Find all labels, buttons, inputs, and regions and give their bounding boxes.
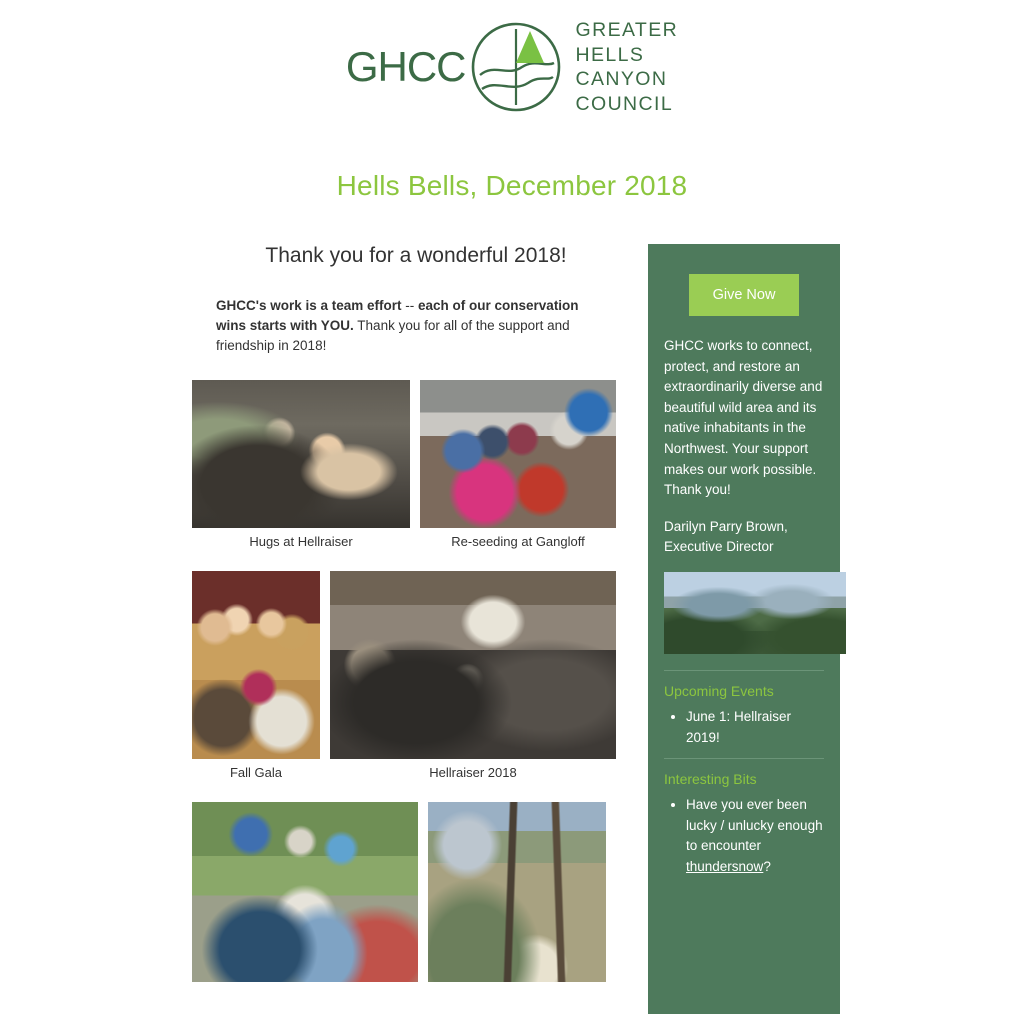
photo-row-3 (192, 802, 640, 982)
upcoming-events-heading: Upcoming Events (664, 682, 774, 699)
signature-title: Executive Director (664, 539, 774, 555)
interesting-bits-list (664, 795, 824, 877)
canyon-landscape-photo[interactable] (664, 572, 846, 654)
sidebar-divider-2 (664, 758, 824, 759)
photo-hugs-at-hellraiser[interactable] (192, 380, 410, 528)
photo-fall-gala[interactable] (192, 571, 320, 759)
logo-wordmark (576, 18, 679, 116)
main-content-column (192, 244, 640, 1014)
intro-plain-1: -- (401, 298, 419, 313)
intro-paragraph (216, 296, 588, 356)
photo-row-2 (192, 571, 640, 759)
logo-word-line-2: HELLS (575, 43, 645, 66)
intro-bold-1: GHCC's work is a team effort (216, 298, 402, 313)
photo-picnic[interactable] (192, 802, 418, 982)
photo-fence-work[interactable] (428, 802, 606, 982)
newsletter-title: Hells Bells, December 2018 (336, 170, 688, 201)
give-now-button[interactable]: Give Now (689, 274, 799, 316)
intro-bold-2: each of our conservation wins starts with YOU. (216, 298, 579, 333)
photo-row-2-captions (192, 759, 640, 802)
logo-word-line-3: CANYON (575, 68, 668, 90)
thank-you-heading: Thank you for a wonderful 2018! (265, 244, 567, 267)
photo-hellraiser-2018[interactable] (330, 571, 616, 759)
caption-hellraiser-2018: Hellraiser 2018 (429, 765, 517, 780)
photo-row-1 (192, 380, 640, 528)
hells-canyon-circle-mark-icon (468, 19, 564, 115)
caption-reseeding-at-gangloff: Re-seeding at Gangloff (451, 534, 585, 549)
mission-statement: GHCC works to connect, protect, and restore an extraordinarily diverse and beautiful wild area and its native inhabitants in the Northwest. Your support makes our work possible. Thank you! (664, 338, 823, 498)
thundersnow-link[interactable]: thundersnow (686, 858, 764, 874)
newsletter-body (0, 244, 1024, 1014)
photo-row-1-captions (192, 528, 640, 571)
bits-text-2: ? (763, 858, 771, 874)
interesting-bits-heading: Interesting Bits (664, 771, 757, 788)
caption-fall-gala: Fall Gala (229, 765, 283, 780)
bits-text-1: Have you ever been lucky / unlucky enough to encounter (686, 797, 823, 854)
sidebar (648, 244, 840, 1014)
logo-word-line-4: COUNCIL (575, 92, 674, 115)
photo-reseeding-at-gangloff[interactable] (420, 380, 616, 528)
logo-word-line-1: GREATER (575, 19, 679, 41)
ghcc-logo[interactable] (346, 18, 678, 116)
site-header (0, 0, 1024, 115)
signature-block (664, 517, 824, 558)
intro-plain-2: Thank you for all of the support and friendship in 2018! (216, 318, 570, 353)
upcoming-events-list (664, 707, 824, 748)
list-item: • June 1: Hellraiser 2019! (686, 707, 824, 748)
logo-acronym: GHCC (345, 43, 466, 90)
caption-hugs-at-hellraiser: Hugs at Hellraiser (249, 534, 353, 549)
list-item (686, 795, 824, 877)
sidebar-divider-1 (664, 670, 824, 671)
signature-name: Darilyn Parry Brown, (664, 518, 788, 534)
